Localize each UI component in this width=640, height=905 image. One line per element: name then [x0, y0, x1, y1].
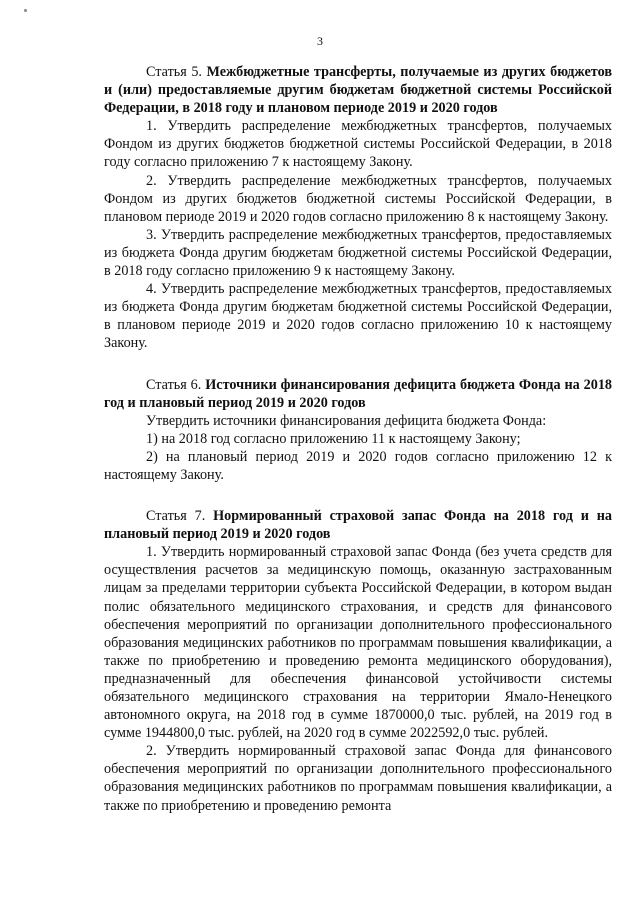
paragraph: 3. Утвердить распределение межбюджетных трансфертов, предоставляемых из бюджета Фонда другим бюджетам бюджетной системы Российской Федерации, в 2018 году согласно приложению 9 к настоящему Закону.	[104, 226, 612, 280]
article-label: Статья 5.	[146, 64, 202, 80]
scan-mark	[24, 9, 27, 12]
page-number: 3	[317, 34, 323, 48]
article-heading	[104, 376, 612, 412]
paragraph: Утвердить источники финансирования дефицита бюджета Фонда:	[146, 412, 547, 429]
paragraph: 4. Утвердить распределение межбюджетных трансфертов, предоставляемых из бюджета Фонда другим бюджетам бюджетной системы Российской Федерации, в плановом периоде 2019 и 2020 годов согласно приложению 10 к настоящему Закону.	[104, 281, 612, 352]
article-title: Источники финансирования дефицита бюджета Фонда на 2018 год и плановый период 2019 и 2020 годов	[104, 376, 613, 411]
paragraph: 2) на плановый период 2019 и 2020 годов согласно приложению 12 к настоящему Закону.	[104, 448, 612, 483]
paragraph: 1. Утвердить нормированный страховой запас Фонда (без учета средств для осуществления расчетов за медицинскую помощь, оказанную застрахованным лицам за пределами территории субъекта Российской Федерации, в котором выдан полис обязательного медицинского страхования, и средств для финансового обеспечения мероприятий по организации дополнительного профессионального образования медицинских работников по программам повышения квалификации, а также по приобретению и проведению ремонта медицинского оборудования), предназначенный для обеспечения финансовой устойчивости системы обязательного медицинского страхования на территории Ямало-Ненецкого автономного округа, на 2018 год в сумме 1870000,0 тыс. рублей, на 2019 год в сумме 1944800,0 тыс. рублей, на 2020 год в сумме 2022592,0 тыс. рублей.	[104, 544, 612, 742]
article-label: Статья 6.	[146, 376, 202, 393]
paragraph: 2. Утвердить распределение межбюджетных трансфертов, получаемых Фондом из других бюджетов бюджетной системы Российской Федерации, в плановом периоде 2019 и 2020 годов согласно приложению 8 к настоящему Закону.	[104, 172, 612, 225]
article-heading	[104, 63, 612, 117]
article-heading	[104, 507, 612, 543]
paragraph: 1) на 2018 год согласно приложению 11 к настоящему Закону;	[146, 430, 521, 447]
article-title: Межбюджетные трансферты, получаемые из других бюджетов и (или) предоставляемые другим бюджетам бюджетной системы Российской Федерации, в 2018 году и плановом периоде 2019 и 2020 годов	[104, 64, 612, 117]
paragraph: 1. Утвердить распределение межбюджетных трансфертов, получаемых Фондом из других бюджетов бюджетной системы Российской Федерации, в 2018 году согласно приложению 7 к настоящему Закону.	[104, 118, 612, 171]
article-title: Нормированный страховой запас Фонда на 2018 год и на плановый период 2019 и 2020 годов	[104, 508, 613, 543]
article-6	[104, 376, 612, 485]
article-7	[104, 507, 612, 815]
article-label: Статья 7.	[146, 508, 206, 525]
article-5	[104, 63, 612, 353]
document-body	[104, 63, 612, 838]
paragraph: 2. Утвердить нормированный страховой запас Фонда для финансового обеспечения мероприятий по организации дополнительного профессионального образования медицинских работников по программам повышения квалификации, а также по приобретению и проведению ремонта	[104, 743, 612, 814]
